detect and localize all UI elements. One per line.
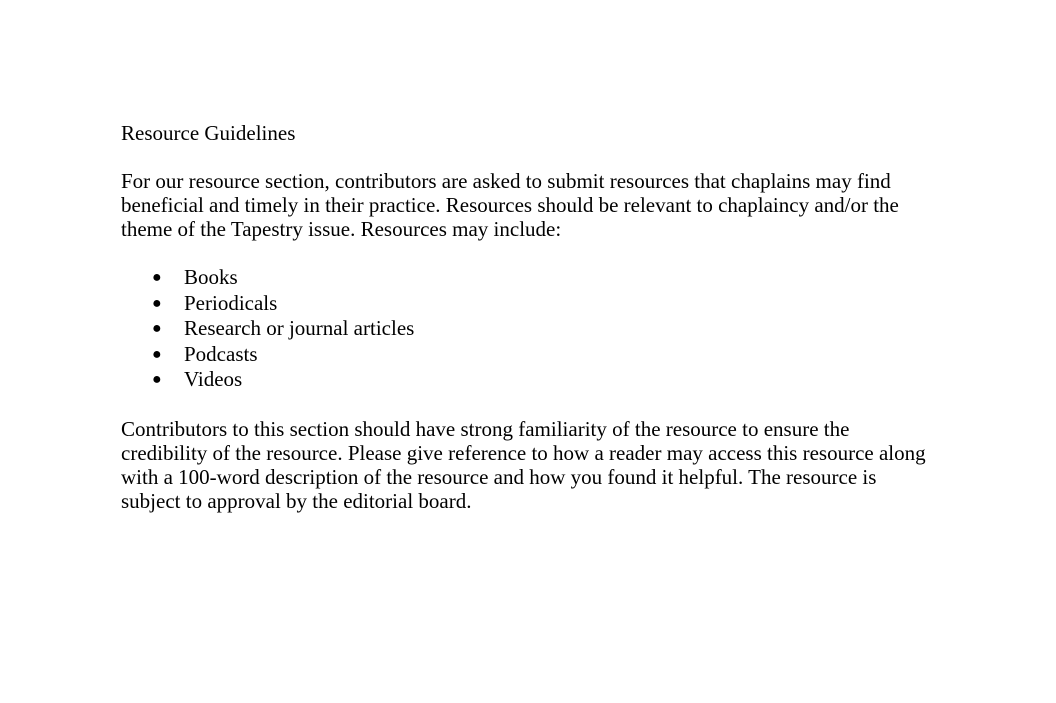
bullet-icon: ● [152, 294, 162, 312]
closing-paragraph: Contributors to this section should have strong familiarity of the resource to ensure the credibility of the resource. Please give reference to how a reader may access this resource along with a 100-word description of the resource and how you found it helpful. The resource is subject to approval by the editorial board. [121, 416, 926, 513]
resource-types-list [121, 265, 936, 393]
list-item-label: Podcasts [184, 341, 258, 366]
bullet-icon: ● [152, 371, 162, 388]
bullet-icon: ● [152, 320, 162, 337]
document-body [121, 121, 936, 513]
list-item-label: Periodicals [184, 290, 278, 315]
list-item-label: Books [184, 265, 238, 289]
page-title: Resource Guidelines [121, 121, 296, 145]
list-item [121, 367, 936, 393]
bullet-icon: ● [152, 345, 162, 363]
list-item [121, 342, 936, 368]
list-item-label: Research or journal articles [184, 316, 415, 340]
list-item [121, 316, 936, 342]
list-item [121, 265, 936, 291]
bullet-icon: ● [152, 269, 162, 286]
intro-paragraph: For our resource section, contributors are asked to submit resources that chaplains may find beneficial and timely in their practice. Resources should be relevant to chaplaincy and/or the theme of the Tapestry issue. Resources may include: [121, 169, 899, 241]
list-item [121, 291, 936, 317]
list-item-label: Videos [184, 367, 243, 391]
